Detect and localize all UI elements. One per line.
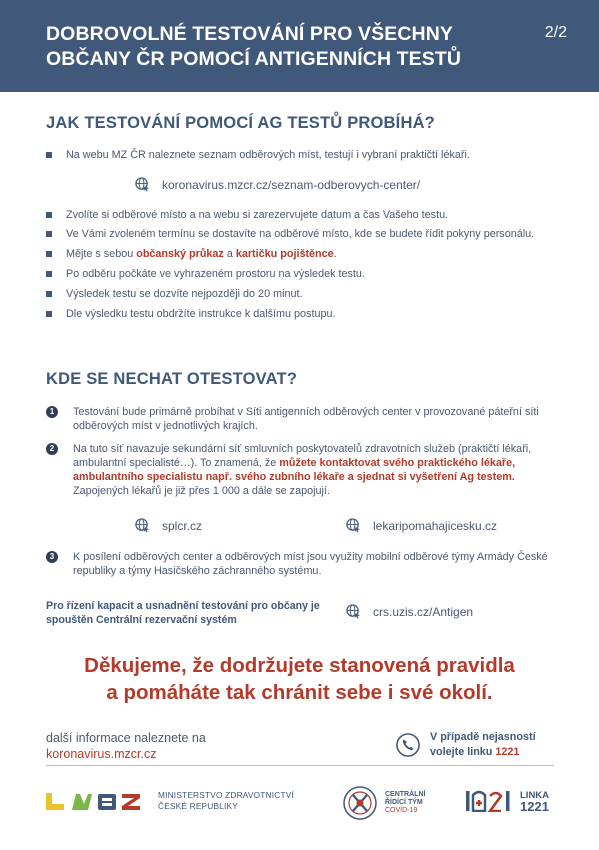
list-item: Mějte s sebou občanský průkaz a kartičku pojištěnce. <box>46 247 556 261</box>
ministry-mark-icon <box>46 790 150 812</box>
hotline-number[interactable]: 1221 <box>495 746 520 758</box>
number-1-icon: 1 <box>46 406 58 418</box>
centers-link[interactable]: koronavirus.mzcr.cz/seznam-odberovych-center/ <box>162 177 421 192</box>
list-item: Výsledek testu se dozvíte nejpozději do 20 minut. <box>46 287 556 301</box>
more-info: další informace naleznete na koronavirus.mzcr.cz <box>46 731 206 761</box>
emblem-icon <box>341 785 379 821</box>
square-bullet-icon <box>46 212 52 218</box>
steps-list-part1 <box>46 148 556 162</box>
ministry-logo: MINISTERSTVO ZDRAVOTNICTVÍ ČESKÉ REPUBLIKY <box>46 790 294 812</box>
square-bullet-icon <box>46 291 52 297</box>
steps-list-part2 <box>46 208 556 321</box>
lekari-link[interactable]: lekaripomahajicesku.cz <box>373 518 498 533</box>
header-banner <box>0 0 599 92</box>
square-bullet-icon <box>46 271 52 277</box>
numbered-item-1: 1 Testování bude primárně probíhat v Síti antigenních odběrových center v provozované páteřní síti odběrových míst v jednotlivých krajích. <box>46 405 558 433</box>
linka-mark-icon <box>466 790 514 812</box>
reservation-system-note: Pro řízení kapacit a usnadnění testování pro občany je spouštěn Centrální rezervační systém <box>46 600 320 626</box>
numbered-item-3: 3 K posílení odběrových center a odběrových míst jsou využity mobilní odběrové týmy Armády České republiky a týmy Hasičského záchranného systému. <box>46 550 558 578</box>
square-bullet-icon <box>46 231 52 237</box>
globe-icon <box>346 604 361 619</box>
globe-icon <box>135 177 150 192</box>
square-bullet-icon <box>46 152 52 158</box>
globe-icon <box>135 518 150 533</box>
globe-icon <box>346 518 361 533</box>
list-item: Po odběru počkáte ve vyhrazeném prostoru na výsledek testu. <box>46 267 556 281</box>
list-item: Ve Vámi zvoleném termínu se dostavíte na odběrové místo, kde se budete řídit pokyny personálu. <box>46 227 556 241</box>
number-3-icon: 3 <box>46 551 58 563</box>
page-title: DOBROVOLNÉ TESTOVÁNÍ PRO VŠECHNY OBČANY ČR POMOCÍ ANTIGENNÍCH TESTŮ <box>46 23 462 70</box>
list-item: Na webu MZ ČR naleznete seznam odběrových míst, testují i vybraní praktičtí lékaři. <box>46 148 556 162</box>
section-heading-how: JAK TESTOVÁNÍ POMOCÍ AG TESTŮ PROBÍHÁ? <box>46 114 435 132</box>
section-heading-where: KDE SE NECHAT OTESTOVAT? <box>46 370 298 388</box>
list-item: Dle výsledku testu obdržíte instrukce k dalšímu postupu. <box>46 307 556 321</box>
page-number: 2/2 <box>544 24 567 41</box>
hotline-block: V případě nejasností volejte linku 1221 <box>396 730 536 760</box>
link-row-lekari[interactable] <box>346 518 497 533</box>
splcr-link[interactable]: splcr.cz <box>162 518 203 533</box>
number-2-icon: 2 <box>46 443 58 455</box>
link-row-crs[interactable] <box>346 604 473 619</box>
square-bullet-icon <box>46 311 52 317</box>
numbered-item-2: 2 Na tuto síť navazuje sekundární síť smluvních poskytovatelů zdravotních služeb (praktičtí lékaři, ambulantní specialisté…). To znamená, že můžete kontaktovat svého praktického lékaře, ambulantního specialistu např. svého zubního lékaře a sjednat si vyšetření Ag testem. Zapojených lékařů je již přes 1 000 a dále se zapojují. <box>46 442 558 498</box>
square-bullet-icon <box>46 251 52 257</box>
list-item: Zvolíte si odběrové místo a na webu si zarezervujete datum a čas Vašeho testu. <box>46 208 556 222</box>
crs-link[interactable]: crs.uzis.cz/Antigen <box>373 604 474 619</box>
thank-you-message: Děkujeme, že dodržujete stanovená pravidla a pomáháte tak chránit sebe i své okolí. <box>84 654 515 704</box>
footer-divider <box>46 765 554 766</box>
phone-icon <box>396 733 420 757</box>
hotline-logo: LINKA 1221 <box>466 790 549 812</box>
link-row-splcr[interactable] <box>135 518 202 533</box>
koronavirus-link[interactable]: koronavirus.mzcr.cz <box>46 747 157 761</box>
link-row-centers[interactable] <box>135 177 420 192</box>
central-team-logo: CENTRÁLNÍ ŘÍDÍCÍ TÝM COVID-19 <box>341 785 425 821</box>
